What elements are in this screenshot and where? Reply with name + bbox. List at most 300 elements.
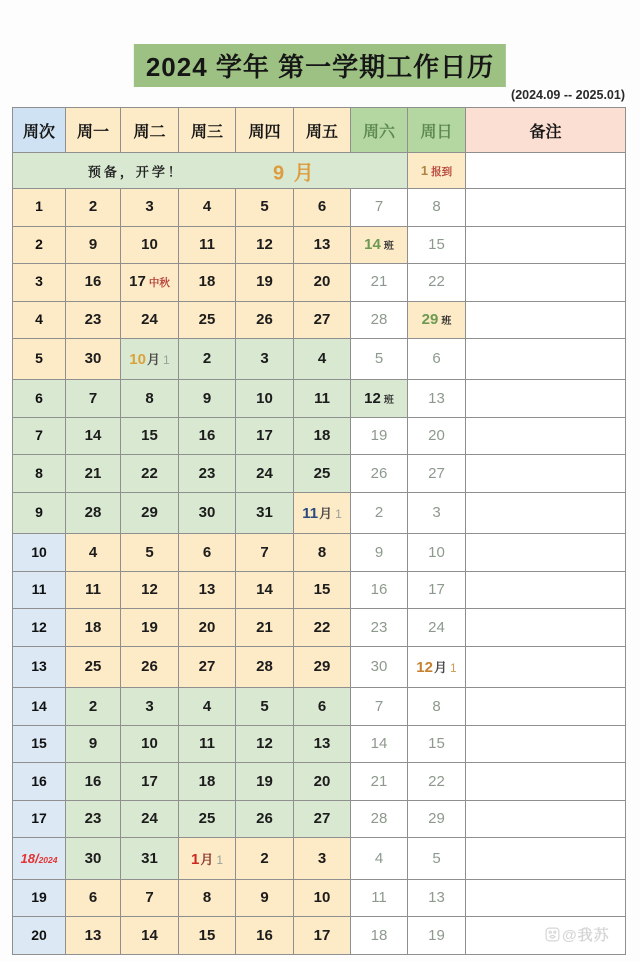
cell-text: 10 [428,543,445,561]
remark-cell [466,800,626,838]
day-cell [408,609,466,647]
day-cell [179,571,236,609]
cell-text: 6 [88,889,98,907]
cell-text: 1 [420,162,429,178]
day-cell [294,264,351,302]
week-number-cell [13,571,66,609]
day-cell [236,646,294,687]
week-row [13,879,626,917]
day-cell [66,264,121,302]
day-cell [294,838,351,879]
day-cell [294,688,351,726]
cell-text: 19 [428,926,445,944]
cell-text: 9 [202,389,212,407]
week-row [13,226,626,264]
day-cell [351,380,408,418]
day-cell [236,609,294,647]
day-cell [121,264,179,302]
cell-text: 19 [256,772,273,790]
day-cell [121,609,179,647]
week-number-cell [13,189,66,227]
day-cell [236,264,294,302]
day-cell [121,492,179,533]
day-cell [408,725,466,763]
cell-text: 6 [35,389,43,406]
day-cell [408,492,466,533]
day-cell [66,763,121,801]
cell-text: 7 [260,543,269,561]
cell-text: 16 [84,273,102,291]
cell-text: 20 [313,772,331,790]
cell-text: 20 [428,427,445,445]
header-cell-wed: 周三 [179,108,236,153]
cell-text: 8 [202,889,212,907]
remark-cell [466,879,626,917]
day-cell [351,534,408,572]
cell-text: 12 [416,659,433,677]
day-cell [236,688,294,726]
cell-text: 27 [428,464,445,482]
week-row [13,380,626,418]
cell-text: 31 [256,504,273,522]
cell-text: 26 [256,810,273,828]
day-cell [294,725,351,763]
cell-text: 12 [256,235,273,253]
week-row [13,725,626,763]
day-cell [179,264,236,302]
day-cell [179,339,236,380]
day-cell [66,339,121,380]
cell-text: 14 [256,581,273,599]
cell-text: 2 [202,350,212,368]
cell-text: 1 [35,198,43,215]
cell-text: 2 [374,504,384,522]
week-row [13,264,626,302]
week-number-cell [13,917,66,955]
day-cell [236,838,294,879]
cell-text: 23 [370,618,388,636]
day-cell [66,800,121,838]
day-cell [121,226,179,264]
cell-text: 17 [256,427,273,445]
day-cell [294,609,351,647]
cell-text: 11 [371,889,387,907]
cell-text: 18/ [20,850,39,866]
day-cell [408,534,466,572]
week-row [13,917,626,955]
day-cell [408,917,466,955]
remark-cell [466,417,626,455]
cell-text: 5 [145,543,154,561]
cell-text: 7 [145,889,154,907]
cell-text: 28 [370,810,388,828]
day-cell [351,879,408,917]
remark-cell [466,646,626,687]
week-number-cell [13,725,66,763]
week-number-cell [13,417,66,455]
cell-text: 18 [370,926,388,944]
cell-text: 月 [146,352,160,368]
day-cell [179,838,236,879]
cell-text: 15 [141,427,158,445]
cell-text: 3 [145,198,154,216]
day-cell [351,609,408,647]
cell-text: 1 [335,507,342,522]
cell-text: 7 [35,427,43,444]
day-cell [179,725,236,763]
cell-text: 12 [256,735,273,753]
day-cell [66,571,121,609]
day-cell [66,917,121,955]
cell-text: 17 [141,772,158,790]
day-cell [351,492,408,533]
day-cell [66,609,121,647]
day-cell [294,189,351,227]
remark-cell [466,153,626,189]
week-row [13,534,626,572]
cell-text: 16 [31,772,47,789]
cell-text: 22 [428,273,445,291]
cell-text: 25 [84,658,102,676]
day-cell [236,417,294,455]
day-cell [294,226,351,264]
day-cell [121,800,179,838]
cell-text: 4 [88,543,98,561]
cell-text: 7 [88,389,98,407]
cell-text: 10 [31,543,47,560]
day-cell [66,688,121,726]
cell-text: 5 [432,849,441,867]
day-cell [351,339,408,380]
day-cell [66,534,121,572]
cell-text: 16 [84,772,102,790]
cell-text: 24 [256,464,273,482]
day-cell [408,879,466,917]
day-cell [121,838,179,879]
day-cell [294,571,351,609]
cell-text: 3 [35,273,43,290]
cell-text: 13 [428,889,445,907]
day-cell [408,153,466,189]
remark-cell [466,838,626,879]
cell-text: 1 [450,661,457,676]
cell-text: 29 [428,810,445,828]
day-cell [294,380,351,418]
day-cell [121,646,179,687]
day-cell [66,301,121,339]
calendar-header [13,108,626,153]
cell-text: 班 [441,315,452,327]
day-cell [121,688,179,726]
day-cell [408,571,466,609]
day-cell [179,879,236,917]
cell-text: 13 [84,926,102,944]
cell-text: 11 [85,581,101,599]
day-cell [121,725,179,763]
cell-text: 6 [432,350,441,368]
cell-text: 8 [145,389,154,407]
week-row [13,646,626,687]
cell-text: 13 [428,389,445,407]
day-cell [121,417,179,455]
week-number-cell [13,688,66,726]
cell-text: 4 [317,350,327,368]
cell-text: 14 [141,926,158,944]
day-cell [179,609,236,647]
day-cell [408,417,466,455]
remark-cell [466,763,626,801]
day-cell [179,455,236,493]
remark-cell [466,571,626,609]
week-row [13,189,626,227]
cell-text: 15 [428,235,445,253]
cell-text: 8 [432,697,441,715]
cell-text: 6 [202,543,212,561]
cell-text: 15 [31,735,47,752]
cell-text: 20 [313,273,331,291]
cell-text: 5 [260,697,269,715]
cell-text: 14 [364,235,381,253]
remark-cell [466,264,626,302]
cell-text: 月 [319,506,333,522]
cell-text: 2024 [38,854,58,865]
cell-text: 2 [88,198,98,216]
day-cell [66,226,121,264]
week-number-cell [13,339,66,380]
cell-text: 15 [198,926,216,944]
cell-text: 17 [31,810,47,827]
day-cell [236,763,294,801]
cell-text: 29 [421,310,439,328]
day-cell [179,534,236,572]
day-cell [121,301,179,339]
week-number-cell [13,800,66,838]
cell-text: 25 [198,810,216,828]
cell-text: 8 [432,198,441,216]
day-cell [121,189,179,227]
cell-text: 5 [35,350,43,367]
day-cell [294,492,351,533]
cell-text: 11 [31,581,47,598]
day-cell [66,838,121,879]
calendar-body [13,153,626,955]
day-cell [351,455,408,493]
cell-text: 21 [370,772,388,790]
cell-text: 13 [313,235,331,253]
day-cell [294,763,351,801]
cell-text: 4 [374,849,384,867]
cell-text: 12 [364,389,381,407]
cell-text: 11 [199,235,215,253]
day-cell [236,917,294,955]
semester-calendar-table [12,107,626,955]
remark-cell [466,301,626,339]
header-cell-thu: 周四 [236,108,294,153]
cell-text: 19 [31,889,47,906]
remark-cell [466,609,626,647]
cell-text: 16 [370,581,388,599]
day-cell [179,646,236,687]
cell-text: 11 [302,505,319,523]
cell-text: 中秋 [148,277,170,290]
september-banner [13,153,408,189]
week-row [13,838,626,879]
week-number-cell [13,646,66,687]
day-cell [351,725,408,763]
day-cell [66,380,121,418]
day-cell [66,646,121,687]
day-cell [179,917,236,955]
cell-text: 9 [260,889,269,907]
remark-cell [466,380,626,418]
cell-text: 4 [35,310,43,327]
day-cell [236,725,294,763]
header-cell-mon: 周一 [66,108,121,153]
day-cell [408,226,466,264]
banner-month-label: 9 月 [273,162,316,184]
remark-cell [466,226,626,264]
day-cell [121,380,179,418]
day-cell [351,917,408,955]
week-row [13,301,626,339]
day-cell [351,646,408,687]
cell-text: 31 [141,849,158,867]
day-cell [408,688,466,726]
header-cell-sun: 周日 [408,108,466,153]
remark-cell [466,455,626,493]
week-row [13,492,626,533]
day-cell [408,646,466,687]
cell-text: 7 [374,697,384,715]
cell-text: 21 [256,618,273,636]
day-cell [236,380,294,418]
cell-text: 21 [370,273,388,291]
week-number-cell [13,534,66,572]
day-cell [179,380,236,418]
day-cell [236,339,294,380]
day-cell [351,800,408,838]
day-cell [294,417,351,455]
cell-text: 20 [31,926,47,943]
day-cell [179,688,236,726]
week-number-cell [13,264,66,302]
watermark [545,924,610,945]
cell-text: 27 [198,658,216,676]
week-number-cell [13,879,66,917]
paw-icon [545,927,560,942]
week-number-cell [13,838,66,879]
page-title: 2024 学年 第一学期工作日历 [134,44,506,87]
cell-text: 3 [432,504,441,522]
day-cell [408,455,466,493]
cell-text: 28 [370,310,388,328]
day-cell [408,301,466,339]
cell-text: 班 [383,394,394,406]
remark-cell [466,725,626,763]
cell-text: 23 [84,310,102,328]
day-cell [408,189,466,227]
week-number-cell [13,380,66,418]
day-cell [408,800,466,838]
cell-text: 18 [198,273,216,291]
header-cell-sat: 周六 [351,108,408,153]
month-banner-row [13,153,626,189]
day-cell [294,879,351,917]
day-cell [351,838,408,879]
cell-text: 8 [317,543,327,561]
cell-text: 19 [370,427,388,445]
watermark-text: @我苏 [562,927,610,944]
week-row [13,763,626,801]
cell-text: 26 [141,658,158,676]
day-cell [236,879,294,917]
cell-text: 4 [202,697,212,715]
cell-text: 24 [141,810,158,828]
day-cell [236,301,294,339]
cell-text: 10 [141,235,158,253]
cell-text: 2 [35,235,43,252]
day-cell [236,492,294,533]
day-cell [294,455,351,493]
cell-text: 9 [88,235,98,253]
cell-text: 10 [256,389,273,407]
day-cell [408,380,466,418]
date-range-subtitle: (2024.09 -- 2025.01) [511,88,625,102]
header-row [13,108,626,153]
day-cell [66,417,121,455]
cell-text: 7 [374,198,384,216]
cell-text: 18 [84,618,102,636]
cell-text: 16 [256,926,273,944]
week-row [13,455,626,493]
week-number-cell [13,226,66,264]
remark-cell [466,189,626,227]
day-cell [351,417,408,455]
day-cell [351,189,408,227]
week-row [13,609,626,647]
header-cell-fri: 周五 [294,108,351,153]
cell-text: 19 [256,273,273,291]
cell-text: 3 [145,697,154,715]
cell-text: 2 [260,849,269,867]
cell-text: 6 [317,697,327,715]
day-cell [179,800,236,838]
cell-text: 16 [198,427,216,445]
remark-cell [466,339,626,380]
cell-text: 29 [141,504,158,522]
cell-text: 22 [313,618,331,636]
cell-text: 5 [260,198,269,216]
cell-text: 28 [84,504,102,522]
cell-text: 13 [31,658,47,675]
cell-text: 9 [35,504,43,521]
day-cell [66,879,121,917]
day-cell [179,763,236,801]
day-cell [66,492,121,533]
day-cell [294,339,351,380]
day-cell [294,800,351,838]
cell-text: 1 [190,850,200,868]
day-cell [121,571,179,609]
week-row [13,571,626,609]
cell-text: 27 [313,310,331,328]
week-number-cell [13,609,66,647]
cell-text: 10 [313,889,331,907]
remark-cell [466,492,626,533]
cell-text: 13 [313,735,331,753]
cell-text: 9 [88,735,98,753]
cell-text: 30 [370,658,388,676]
